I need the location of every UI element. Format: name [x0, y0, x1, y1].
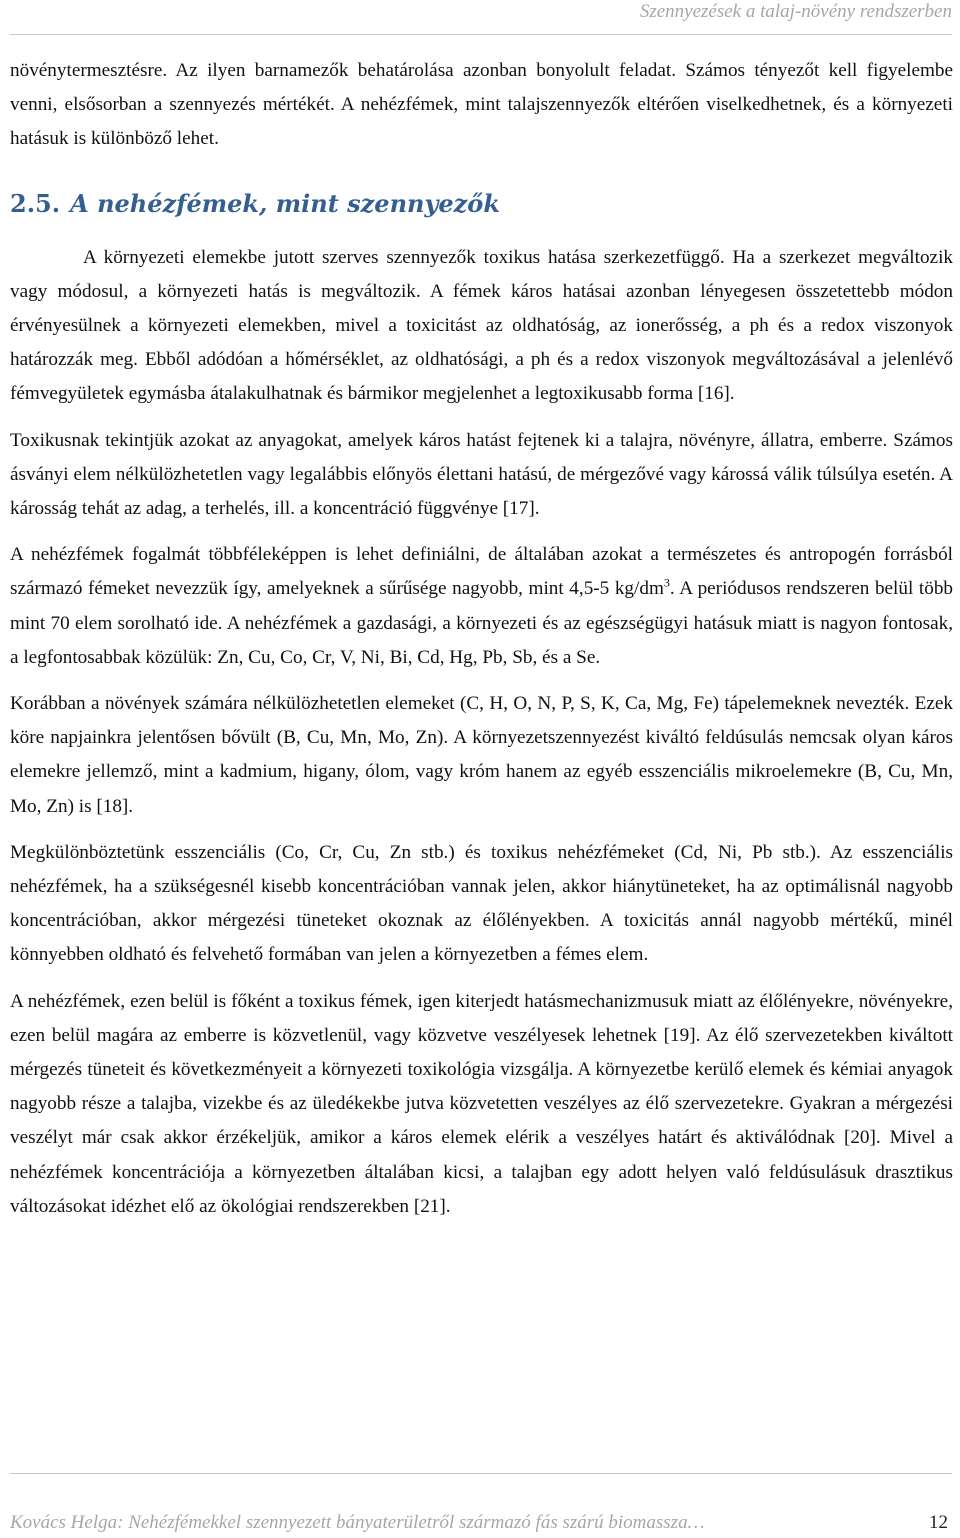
page-header	[10, 0, 952, 35]
page-footer	[10, 1473, 952, 1533]
paragraph: Korábban a növények számára nélkülözhetetlen elemeket (C, H, O, N, P, S, K, Ca, Mg, Fe) tápelemeknek nevezték. Ezek köre napjainkra jelentősen bővült (B, Cu, Mn, Mo, Zn). A környezetszennyezést kiváltó feldúsulás nemcsak olyan káros elemekre jellemző, mint a kadmium, higany, ólom, vagy króm hanem az egyéb esszenciális mikroelemekre (B, Cu, Mn, Mo, Zn) is [18].	[10, 693, 953, 817]
page-number: 12	[929, 1512, 948, 1533]
running-title: Szennyezések a talaj-növény rendszerben	[639, 1, 952, 22]
paragraph	[10, 538, 953, 675]
paragraph: növénytermesztésre. Az ilyen barnamezők behatárolása azonban bonyolult feladat. Számos tényezőt kell figyelembe venni, elsősorban a szennyezés mértékét. A nehézfémek, mint talajszennyezők eltérően viselkedhetnek, és a környezeti hatásuk is különböző lehet.	[10, 60, 953, 150]
paragraph: A környezeti elemekbe jutott szerves szennyezők toxikus hatása szerkezetfüggő. Ha a szerkezet megváltozik vagy módosul, a környezeti hatás is megváltozik. A fémek káros hatásai azonban lényegesen összetettebb módon érvényesülnek a környezeti elemekben, mivel a toxicitást az oldhatóság, az ionerősség, a ph és a redox viszonyok határozzák meg. Ebből adódóan a hőmérséklet, az oldhatósági, a ph és a redox viszonyok megváltozásával a jelenlévő fémvegyületek egymásba átalakulhatnak és bármikor megjelenhet a legtoxikusabb forma [16].	[10, 246, 953, 405]
superscript: 3	[663, 576, 670, 591]
footer-text: Kovács Helga: Nehézfémekkel szennyezett bányaterületről származó fás szárú biomassza…	[10, 1512, 705, 1533]
paragraph: A nehézfémek, ezen belül is főként a toxikus fémek, igen kiterjedt hatásmechanizmusuk miatt az élőlényekre, növényekre, ezen belül magára az emberre is közvetlenül, vagy közvetve veszélyesek lehetnek [19]. Az élő szervezetekben kiváltott mérgezés tüneteit és következményeit a környezeti toxikológia vizsgálja. A környezetbe kerülő elemek és kémiai anyagok nagyobb része a talajba, vizekbe és az üledékekbe jutva közvetetten veszélyes az élő szervezetekre. Gyakran a mérgezési veszélyt már csak akkor érzékeljük, amikor a káros elemek elérik a veszélyes határt és aktiválódnak [20]. Mivel a nehézfémek koncentrációja a környezetben általában kicsi, a talajban egy adott helyen való feldúsulásuk drasztikus változásokat idézhet elő az ökológiai rendszerekben [21].	[10, 990, 953, 1217]
paragraph: Toxikusnak tekintjük azokat az anyagokat, amelyek káros hatást fejtenek ki a talajra, növényre, állatra, emberre. Számos ásványi elem nélkülözhetetlen vagy legalábbis előnyös élettani hatású, de mérgezővé vagy károssá válik túlsúlya esetén. A károsság tehát az adag, a terhelés, ill. a koncentráció függvénye [17].	[10, 429, 953, 520]
section-heading	[10, 187, 953, 221]
paragraph: Megkülönböztetünk esszenciális (Co, Cr, Cu, Zn stb.) és toxikus nehézfémeket (Cd, Ni, Pb stb.). Az esszenciális nehézfémek, ha a szükségesnél kisebb koncentrációban vannak jelen, akkor hiánytüneteket, ha az optimálisnál nagyobb koncentrációban, akkor mérgezési tüneteket okoznak az élőlényekben. A toxicitás annál nagyobb mértékű, minél könnyebben oldható és felvehető formában van jelen a környezetben a fémes elem.	[10, 841, 953, 966]
section-title: A nehézfémek, mint szennyezők	[70, 188, 500, 218]
paragraph-text: . A periódusos rendszeren belül több mint 70 elem sorolható ide. A nehézfémek a gazdasági, a környezeti és az egészségügyi hatásuk miatt is nagyon fontosak, a legfontosabbak közülük: Zn, Cu, Co, Cr, V, Ni, Bi, Cd, Hg, Pb, Sb, és a Se.	[10, 578, 954, 668]
paragraph-text: A nehézfémek fogalmát többféleképpen is lehet definiálni, de általában azokat a természetes és antropogén forrásból származó fémeket nevezzük így, amelyeknek a sűrűsége nagyobb, mint 4,5-5 kg/dm	[10, 544, 953, 600]
document-body	[10, 54, 953, 1236]
section-number: 2.5.	[10, 188, 61, 218]
